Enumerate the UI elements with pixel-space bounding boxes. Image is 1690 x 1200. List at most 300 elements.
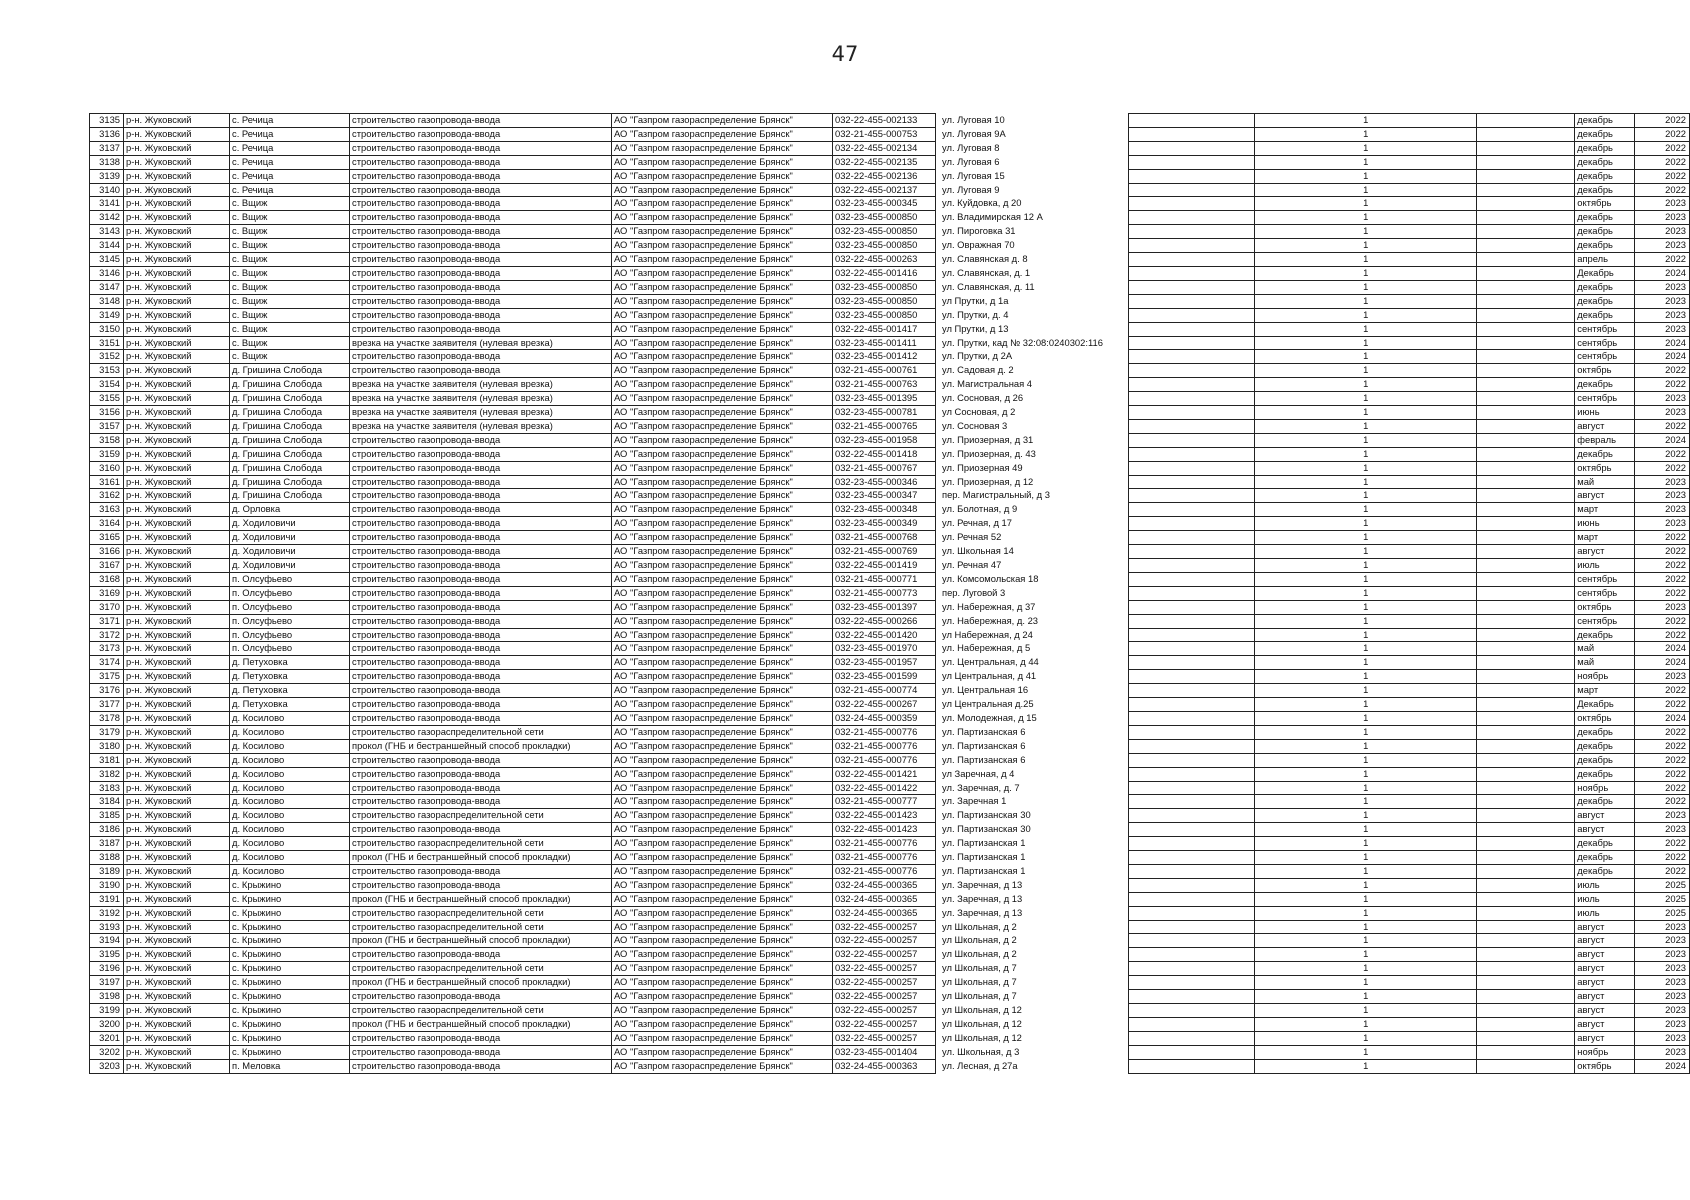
empty-cell <box>1477 406 1575 420</box>
district-cell: р-н. Жуковский <box>124 433 230 447</box>
application-code-cell: 032-23-455-001970 <box>833 642 936 656</box>
table-row <box>1129 684 1690 698</box>
row-number: 3161 <box>90 475 124 489</box>
empty-cell <box>1477 114 1575 128</box>
empty-cell <box>1477 1004 1575 1018</box>
table-row <box>90 837 1129 851</box>
empty-cell <box>1129 266 1255 280</box>
table-row <box>1129 698 1690 712</box>
district-cell: р-н. Жуковский <box>124 795 230 809</box>
table-row <box>90 308 1129 322</box>
empty-cell <box>1129 976 1255 990</box>
row-number: 3158 <box>90 433 124 447</box>
application-code-cell: 032-23-455-000850 <box>833 211 936 225</box>
table-row <box>90 1004 1129 1018</box>
month-cell: октябрь <box>1575 711 1635 725</box>
organization-cell: АО "Газпром газораспределение Брянск" <box>612 670 833 684</box>
table-row <box>90 1017 1129 1031</box>
quantity-cell: 1 <box>1255 266 1477 280</box>
district-cell: р-н. Жуковский <box>124 447 230 461</box>
quantity-cell: 1 <box>1255 739 1477 753</box>
empty-cell <box>1129 545 1255 559</box>
row-number: 3169 <box>90 586 124 600</box>
work-type-cell: строительство газопровода-ввода <box>350 169 612 183</box>
application-code-cell: 032-23-455-000850 <box>833 280 936 294</box>
row-number: 3187 <box>90 837 124 851</box>
empty-cell <box>1477 642 1575 656</box>
month-cell: октябрь <box>1575 197 1635 211</box>
work-type-cell: строительство газопровода-ввода <box>350 1045 612 1059</box>
address-cell: ул Центральная д.25 <box>942 698 1034 710</box>
work-type-cell: строительство газораспределительной сети <box>350 962 612 976</box>
quantity-cell: 1 <box>1255 781 1477 795</box>
table-row <box>90 169 1129 183</box>
quantity-cell: 1 <box>1255 572 1477 586</box>
empty-cell <box>1477 781 1575 795</box>
organization-cell: АО "Газпром газораспределение Брянск" <box>612 406 833 420</box>
month-cell: сентябрь <box>1575 350 1635 364</box>
organization-cell: АО "Газпром газораспределение Брянск" <box>612 461 833 475</box>
district-cell: р-н. Жуковский <box>124 934 230 948</box>
table-row <box>1129 197 1690 211</box>
settlement-cell: п. Олсуфьево <box>230 628 350 642</box>
quantity-cell: 1 <box>1255 878 1477 892</box>
empty-cell <box>1129 378 1255 392</box>
page-number: 47 <box>831 42 859 66</box>
address-cell: ул. Заречная, д 13 <box>942 906 1023 918</box>
row-number: 3175 <box>90 670 124 684</box>
empty-cell <box>1129 837 1255 851</box>
application-code-cell: 032-23-455-000349 <box>833 517 936 531</box>
year-cell: 2022 <box>1634 684 1689 698</box>
address-cell: ул. Куйдовка, д 20 <box>942 197 1022 209</box>
empty-cell <box>1129 350 1255 364</box>
quantity-cell: 1 <box>1255 851 1477 865</box>
organization-cell: АО "Газпром газораспределение Брянск" <box>612 600 833 614</box>
year-cell: 2023 <box>1634 475 1689 489</box>
application-code-cell: 032-22-455-001420 <box>833 628 936 642</box>
quantity-cell: 1 <box>1255 225 1477 239</box>
table-row <box>90 211 1129 225</box>
empty-cell <box>1477 503 1575 517</box>
application-code-cell: 032-22-455-001423 <box>833 823 936 837</box>
table-row <box>1129 531 1690 545</box>
table-row <box>1129 503 1690 517</box>
month-cell: июнь <box>1575 406 1635 420</box>
work-type-cell: строительство газопровода-ввода <box>350 628 612 642</box>
district-cell: р-н. Жуковский <box>124 461 230 475</box>
empty-cell <box>1477 948 1575 962</box>
application-code-cell: 032-23-455-000850 <box>833 294 936 308</box>
application-code-cell: 032-22-455-000266 <box>833 614 936 628</box>
quantity-cell: 1 <box>1255 475 1477 489</box>
empty-cell <box>1129 239 1255 253</box>
organization-cell: АО "Газпром газораспределение Брянск" <box>612 767 833 781</box>
quantity-cell: 1 <box>1255 211 1477 225</box>
district-cell: р-н. Жуковский <box>124 225 230 239</box>
month-cell: декабрь <box>1575 447 1635 461</box>
settlement-cell: д. Петуховка <box>230 684 350 698</box>
empty-cell <box>1477 447 1575 461</box>
row-number: 3163 <box>90 503 124 517</box>
year-cell: 2022 <box>1634 837 1689 851</box>
row-number: 3135 <box>90 114 124 128</box>
row-number: 3150 <box>90 322 124 336</box>
table-row <box>1129 433 1690 447</box>
organization-cell: АО "Газпром газораспределение Брянск" <box>612 906 833 920</box>
settlement-cell: д. Гришина Слобода <box>230 461 350 475</box>
year-cell: 2023 <box>1634 948 1689 962</box>
organization-cell: АО "Газпром газораспределение Брянск" <box>612 392 833 406</box>
empty-cell <box>1477 266 1575 280</box>
work-type-cell: строительство газопровода-ввода <box>350 197 612 211</box>
work-type-cell: строительство газопровода-ввода <box>350 1059 612 1073</box>
district-cell: р-н. Жуковский <box>124 322 230 336</box>
work-type-cell: прокол (ГНБ и бестраншейный способ прокладки) <box>350 892 612 906</box>
empty-cell <box>1477 419 1575 433</box>
address-cell: ул Прутки, д 13 <box>942 322 1009 334</box>
year-cell: 2022 <box>1634 698 1689 712</box>
district-cell: р-н. Жуковский <box>124 614 230 628</box>
address-cell: пер. Луговой 3 <box>942 586 1006 598</box>
work-type-cell: строительство газопровода-ввода <box>350 559 612 573</box>
quantity-cell: 1 <box>1255 837 1477 851</box>
row-number: 3173 <box>90 642 124 656</box>
year-cell: 2023 <box>1634 294 1689 308</box>
empty-cell <box>1477 851 1575 865</box>
application-code-cell: 032-22-455-002133 <box>833 114 936 128</box>
table-row <box>90 711 1129 725</box>
settlement-cell: д. Гришина Слобода <box>230 489 350 503</box>
empty-cell <box>1129 475 1255 489</box>
year-cell: 2022 <box>1634 586 1689 600</box>
settlement-cell: д. Гришина Слобода <box>230 392 350 406</box>
application-code-cell: 032-21-455-000773 <box>833 586 936 600</box>
organization-cell: АО "Газпром газораспределение Брянск" <box>612 489 833 503</box>
table-row <box>1129 614 1690 628</box>
settlement-cell: с. Крыжино <box>230 1045 350 1059</box>
application-code-cell: 032-22-455-001419 <box>833 559 936 573</box>
empty-cell <box>1129 503 1255 517</box>
empty-cell <box>1129 225 1255 239</box>
table-row <box>1129 406 1690 420</box>
district-cell: р-н. Жуковский <box>124 378 230 392</box>
organization-cell: АО "Газпром газораспределение Брянск" <box>612 795 833 809</box>
quantity-cell: 1 <box>1255 670 1477 684</box>
month-cell: октябрь <box>1575 461 1635 475</box>
address-cell: ул. Партизанская 1 <box>942 851 1026 863</box>
district-cell: р-н. Жуковский <box>124 809 230 823</box>
table-row <box>90 684 1129 698</box>
table-row <box>1129 350 1690 364</box>
year-cell: 2022 <box>1634 614 1689 628</box>
quantity-cell: 1 <box>1255 531 1477 545</box>
table-row <box>1129 976 1690 990</box>
application-code-cell: 032-22-455-002134 <box>833 141 936 155</box>
table-row <box>1129 642 1690 656</box>
month-cell: июль <box>1575 878 1635 892</box>
empty-cell <box>1129 656 1255 670</box>
empty-cell <box>1129 419 1255 433</box>
row-number: 3143 <box>90 225 124 239</box>
month-cell: декабрь <box>1575 239 1635 253</box>
address-cell: ул Сосновая, д 2 <box>942 406 1016 418</box>
district-cell: р-н. Жуковский <box>124 141 230 155</box>
empty-cell <box>1477 878 1575 892</box>
district-cell: р-н. Жуковский <box>124 878 230 892</box>
settlement-cell: с. Крыжино <box>230 906 350 920</box>
address-cell: ул. Партизанская 6 <box>942 725 1026 737</box>
year-cell: 2023 <box>1634 239 1689 253</box>
empty-cell <box>1477 239 1575 253</box>
work-type-cell: строительство газопровода-ввода <box>350 656 612 670</box>
address-cell: ул Школьная, д 2 <box>942 934 1017 946</box>
year-cell: 2023 <box>1634 503 1689 517</box>
address-cell: ул. Заречная, д 13 <box>942 878 1023 890</box>
year-cell: 2023 <box>1634 517 1689 531</box>
district-cell: р-н. Жуковский <box>124 350 230 364</box>
year-cell: 2023 <box>1634 280 1689 294</box>
organization-cell: АО "Газпром газораспределение Брянск" <box>612 698 833 712</box>
settlement-cell: д. Петуховка <box>230 698 350 712</box>
table-row <box>90 739 1129 753</box>
row-number: 3189 <box>90 864 124 878</box>
empty-cell <box>1477 1059 1575 1073</box>
quantity-cell: 1 <box>1255 711 1477 725</box>
table-row <box>1129 308 1690 322</box>
empty-cell <box>1477 350 1575 364</box>
application-code-cell: 032-22-455-001422 <box>833 781 936 795</box>
month-cell: декабрь <box>1575 851 1635 865</box>
table-row <box>1129 127 1690 141</box>
year-cell: 2023 <box>1634 406 1689 420</box>
work-type-cell: строительство газопровода-ввода <box>350 531 612 545</box>
district-cell: р-н. Жуковский <box>124 948 230 962</box>
organization-cell: АО "Газпром газораспределение Брянск" <box>612 837 833 851</box>
month-cell: Декабрь <box>1575 698 1635 712</box>
month-cell: декабрь <box>1575 114 1635 128</box>
district-cell: р-н. Жуковский <box>124 906 230 920</box>
month-cell: октябрь <box>1575 364 1635 378</box>
month-cell: август <box>1575 1004 1635 1018</box>
organization-cell: АО "Газпром газораспределение Брянск" <box>612 572 833 586</box>
district-cell: р-н. Жуковский <box>124 642 230 656</box>
quantity-cell: 1 <box>1255 586 1477 600</box>
work-type-cell: строительство газопровода-ввода <box>350 781 612 795</box>
empty-cell <box>1477 823 1575 837</box>
settlement-cell: с. Речица <box>230 169 350 183</box>
organization-cell: АО "Газпром газораспределение Брянск" <box>612 336 833 350</box>
empty-cell <box>1129 753 1255 767</box>
application-code-cell: 032-21-455-000765 <box>833 419 936 433</box>
settlement-cell: с. Вщиж <box>230 294 350 308</box>
organization-cell: АО "Газпром газораспределение Брянск" <box>612 294 833 308</box>
empty-cell <box>1477 211 1575 225</box>
table-row <box>1129 809 1690 823</box>
month-cell: сентябрь <box>1575 322 1635 336</box>
district-cell: р-н. Жуковский <box>124 990 230 1004</box>
district-cell: р-н. Жуковский <box>124 517 230 531</box>
table-row <box>1129 670 1690 684</box>
month-cell: декабрь <box>1575 739 1635 753</box>
district-cell: р-н. Жуковский <box>124 837 230 851</box>
table-row <box>90 475 1129 489</box>
settlement-cell: с. Вщиж <box>230 350 350 364</box>
organization-cell: АО "Газпром газораспределение Брянск" <box>612 823 833 837</box>
row-number: 3193 <box>90 920 124 934</box>
table-row <box>90 531 1129 545</box>
empty-cell <box>1129 823 1255 837</box>
organization-cell: АО "Газпром газораспределение Брянск" <box>612 225 833 239</box>
row-number: 3151 <box>90 336 124 350</box>
organization-cell: АО "Газпром газораспределение Брянск" <box>612 976 833 990</box>
empty-cell <box>1477 600 1575 614</box>
application-code-cell: 032-23-455-001599 <box>833 670 936 684</box>
settlement-cell: д. Косилово <box>230 781 350 795</box>
address-cell: ул. Прутки, кад № 32:08:0240302:116 <box>942 336 1103 348</box>
table-row <box>1129 155 1690 169</box>
address-cell: ул. Школьная, д 3 <box>942 1045 1020 1057</box>
left-table <box>89 113 1129 1074</box>
district-cell: р-н. Жуковский <box>124 711 230 725</box>
application-code-cell: 032-22-455-000257 <box>833 1004 936 1018</box>
quantity-cell: 1 <box>1255 392 1477 406</box>
month-cell: апрель <box>1575 253 1635 267</box>
table-row <box>90 586 1129 600</box>
row-number: 3194 <box>90 934 124 948</box>
address-cell: ул. Сосновая, д 26 <box>942 392 1024 404</box>
address-cell: ул. Луговая 9 <box>942 183 1000 195</box>
year-cell: 2022 <box>1634 628 1689 642</box>
table-row <box>90 253 1129 267</box>
table-row <box>90 572 1129 586</box>
year-cell: 2023 <box>1634 976 1689 990</box>
empty-cell <box>1129 433 1255 447</box>
work-type-cell: строительство газопровода-ввода <box>350 711 612 725</box>
address-cell: ул Заречная, д 4 <box>942 767 1015 779</box>
organization-cell: АО "Газпром газораспределение Брянск" <box>612 656 833 670</box>
settlement-cell: д. Косилово <box>230 864 350 878</box>
table-row <box>90 600 1129 614</box>
row-number: 3155 <box>90 392 124 406</box>
empty-cell <box>1129 531 1255 545</box>
row-number: 3166 <box>90 545 124 559</box>
work-type-cell: строительство газопровода-ввода <box>350 322 612 336</box>
application-code-cell: 032-21-455-000776 <box>833 837 936 851</box>
table-row <box>90 364 1129 378</box>
empty-cell <box>1477 517 1575 531</box>
work-type-cell: врезка на участке заявителя (нулевая врезка) <box>350 406 612 420</box>
organization-cell: АО "Газпром газораспределение Брянск" <box>612 517 833 531</box>
row-number: 3167 <box>90 559 124 573</box>
quantity-cell: 1 <box>1255 892 1477 906</box>
row-number: 3186 <box>90 823 124 837</box>
year-cell: 2023 <box>1634 392 1689 406</box>
row-number: 3192 <box>90 906 124 920</box>
address-cell: ул Набережная, д 24 <box>942 628 1033 640</box>
organization-cell: АО "Газпром газораспределение Брянск" <box>612 419 833 433</box>
row-number: 3181 <box>90 753 124 767</box>
table-row <box>90 559 1129 573</box>
application-code-cell: 032-21-455-000777 <box>833 795 936 809</box>
district-cell: р-н. Жуковский <box>124 239 230 253</box>
quantity-cell: 1 <box>1255 364 1477 378</box>
year-cell: 2023 <box>1634 934 1689 948</box>
table-row <box>90 628 1129 642</box>
organization-cell: АО "Газпром газораспределение Брянск" <box>612 350 833 364</box>
row-number: 3180 <box>90 739 124 753</box>
work-type-cell: прокол (ГНБ и бестраншейный способ прокладки) <box>350 976 612 990</box>
address-cell: ул. Луговая 8 <box>942 141 1000 153</box>
work-type-cell: строительство газопровода-ввода <box>350 155 612 169</box>
table-row <box>90 545 1129 559</box>
organization-cell: АО "Газпром газораспределение Брянск" <box>612 475 833 489</box>
settlement-cell: с. Крыжино <box>230 962 350 976</box>
empty-cell <box>1129 1017 1255 1031</box>
row-number: 3144 <box>90 239 124 253</box>
application-code-cell: 032-22-455-000257 <box>833 1031 936 1045</box>
address-cell: ул. Прутки, д 2А <box>942 350 1013 362</box>
table-row <box>90 239 1129 253</box>
quantity-cell: 1 <box>1255 920 1477 934</box>
empty-cell <box>1129 406 1255 420</box>
district-cell: р-н. Жуковский <box>124 976 230 990</box>
work-type-cell: строительство газопровода-ввода <box>350 698 612 712</box>
year-cell: 2023 <box>1634 990 1689 1004</box>
empty-cell <box>1129 711 1255 725</box>
application-code-cell: 032-22-455-000257 <box>833 1017 936 1031</box>
year-cell: 2022 <box>1634 364 1689 378</box>
empty-cell <box>1477 962 1575 976</box>
table-row <box>1129 1031 1690 1045</box>
table-row <box>1129 906 1690 920</box>
application-code-cell: 032-23-455-001404 <box>833 1045 936 1059</box>
address-cell: ул. Приозерная, д 12 <box>942 475 1034 487</box>
table-row <box>1129 559 1690 573</box>
address-cell: ул. Садовая д. 2 <box>942 364 1014 376</box>
empty-cell <box>1129 1059 1255 1073</box>
district-cell: р-н. Жуковский <box>124 920 230 934</box>
address-cell: ул. Набережная, д. 23 <box>942 614 1039 626</box>
row-number: 3157 <box>90 419 124 433</box>
work-type-cell: строительство газопровода-ввода <box>350 239 612 253</box>
empty-cell <box>1129 586 1255 600</box>
empty-cell <box>1477 976 1575 990</box>
table-row <box>90 155 1129 169</box>
settlement-cell: д. Петуховка <box>230 670 350 684</box>
work-type-cell: строительство газопровода-ввода <box>350 642 612 656</box>
settlement-cell: д. Гришина Слобода <box>230 447 350 461</box>
quantity-cell: 1 <box>1255 517 1477 531</box>
district-cell: р-н. Жуковский <box>124 127 230 141</box>
application-code-cell: 032-24-455-000359 <box>833 711 936 725</box>
year-cell: 2022 <box>1634 155 1689 169</box>
row-number: 3171 <box>90 614 124 628</box>
row-number: 3202 <box>90 1045 124 1059</box>
month-cell: февраль <box>1575 433 1635 447</box>
table-row <box>1129 934 1690 948</box>
table-row <box>90 266 1129 280</box>
settlement-cell: д. Ходиловичи <box>230 559 350 573</box>
year-cell: 2024 <box>1634 350 1689 364</box>
empty-cell <box>1129 948 1255 962</box>
application-code-cell: 032-23-455-000781 <box>833 406 936 420</box>
application-code-cell: 032-21-455-000753 <box>833 127 936 141</box>
district-cell: р-н. Жуковский <box>124 197 230 211</box>
district-cell: р-н. Жуковский <box>124 392 230 406</box>
month-cell: май <box>1575 642 1635 656</box>
empty-cell <box>1477 392 1575 406</box>
